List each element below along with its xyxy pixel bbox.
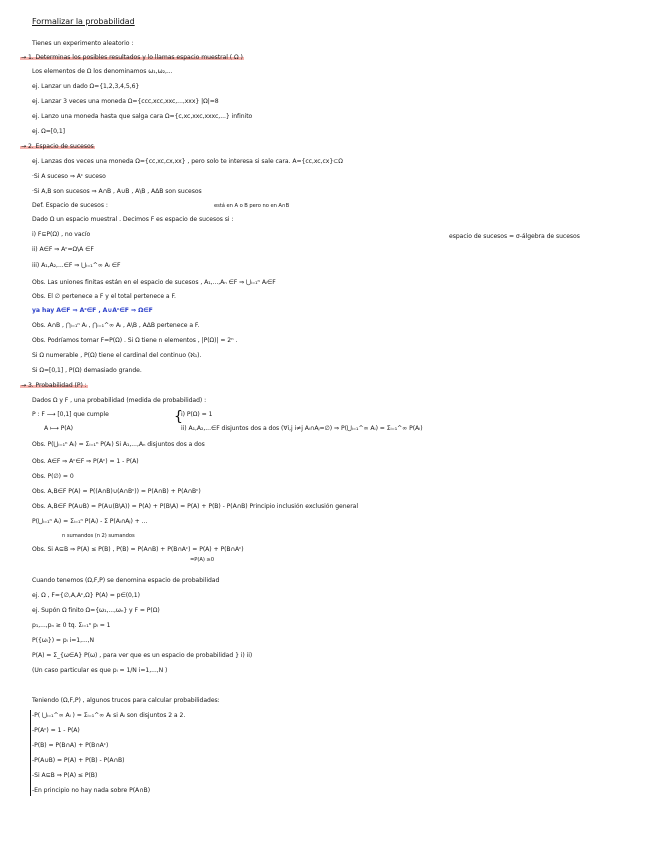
page-title: Formalizar la probabilidad [32, 17, 135, 26]
note-line: ·Si A,B son sucesos ⇒ A∩B , A∪B , A\B , AΔB son sucesos [32, 188, 202, 195]
observation-line: Obs. Las uniones finitas están en el espacio de sucesos , A₁,...,Aₙ ∈F ⇒ ⋃ᵢ₌₁ⁿ Aᵢ∈F [32, 279, 276, 286]
mapping-line: P : F ⟶ [0,1] que cumple [32, 411, 109, 418]
example-line: ej. Lanzar un dado Ω={1,2,3,4,5,6} [32, 83, 140, 90]
observation-line: Obs. P(⋃ᵢ₌₁ⁿ Aᵢ) = Σᵢ₌₁ⁿ P(Aᵢ) Si A₁,...,Aₙ disjuntos dos a dos [32, 441, 205, 448]
formula-line: P(⋃ᵢ₌₁ⁿ Aᵢ) = Σᵢ₌₁ⁿ P(Aᵢ) - Σ P(Aᵢ∩Aⱼ) + ... [32, 518, 148, 525]
note-line: Si Ω=[0,1] , P(Ω) demasiado grande. [32, 367, 142, 374]
section-heading-1 [20, 54, 244, 62]
annotation: está en A o B pero no en A∩B [214, 203, 290, 209]
observation-line: Obs. El ∅ pertenece a F y el total pertenece a F. [32, 293, 176, 300]
trick-item: -P(Aᶜ) = 1 - P(A) [32, 727, 80, 734]
trick-item: -P(A∪B) = P(A) + P(B) - P(A∩B) [32, 757, 125, 764]
condition-line: ii) A∈F ⇒ Aᶜ=Ω\A ∈F [32, 246, 94, 253]
formula-line: P(A) = Σ_{ω∈A} P(ω) , para ver que es un espacio de probabilidad } i) ii) [32, 652, 253, 659]
definition-line: Def. Espacio de sucesos : [32, 202, 108, 209]
note-line: ·Si A suceso ⇒ Aᶜ suceso [32, 173, 106, 180]
side-note: espacio de sucesos = σ-álgebra de sucesos [449, 233, 580, 240]
heading-2-text: → 2. Espacio de sucesos [21, 143, 94, 150]
tricks-bracket [30, 710, 31, 796]
observation-line: Obs. A∈F ⇒ Aᶜ∈F ⇒ P(Aᶜ) = 1 - P(A) [32, 458, 139, 465]
example-line: ej. Ω , F={∅,A,Aᶜ,Ω} P(A) = p∈(0,1) [32, 592, 140, 599]
example-line: ej. Supón Ω finito Ω={ω₁,...,ωₙ} y F = P(Ω) [32, 607, 160, 614]
observation-line: Obs. A∩B , ⋂ᵢ₌₁ⁿ Aᵢ , ⋂ᵢ₌₁^∞ Aᵢ , A\B , AΔB pertenece a F. [32, 322, 200, 329]
example-line: ej. Lanzar 3 veces una moneda Ω={ccc,xcc,xxc,...,xxx} |Ω|=8 [32, 98, 219, 105]
note-line: Los elementos de Ω los denominamos ω₁,ω₂,... [32, 68, 173, 75]
section-heading-3 [20, 382, 88, 390]
condition-line: iii) A₁,A₂,...∈F ⇒ ⋃ᵢ₌₁^∞ Aᵢ ∈F [32, 262, 121, 269]
trick-item: -En principio no hay nada sobre P(A∩B) [32, 787, 151, 794]
example-line: ej. Lanzo una moneda hasta que salga cara Ω={c,xc,xxc,xxxc,...} infinito [32, 113, 253, 120]
trick-item: -P(B) = P(B∩A) + P(B∩Aᶜ) [32, 742, 109, 749]
observation-line: Obs. P(∅) = 0 [32, 473, 74, 480]
formula-annotation: =P(A) ≥0 [190, 557, 214, 563]
heading-3-text: → 3. Probabilidad (P) : [21, 382, 87, 389]
trick-item: -P( ⋃ᵢ₌₁^∞ Aᵢ ) = Σᵢ₌₁^∞ Aᵢ si Aᵢ son disjuntos 2 a 2. [32, 712, 186, 719]
example-line: ej. Ω=[0,1] [32, 128, 65, 135]
formula-annotation: n sumandos (n 2) sumandos [62, 533, 135, 539]
observation-line: Obs. Si A⊆B ⇒ P(A) ≤ P(B) , P(B) = P(A∩B) + P(B∩Aᶜ) = P(A) + P(B∩Aᶜ) [32, 546, 244, 553]
blue-note: ya hay A∈F ⇒ Aᶜ∈F , A∪Aᶜ∈F ⇒ Ω∈F [32, 307, 153, 314]
observation-line: Obs. A,B∈F P(A) = P((A∩B)∪(A∩Bᶜ)) = P(A∩B) + P(A∩Bᶜ) [32, 488, 201, 495]
observation-line: Obs. A,B∈F P(A∪B) = P(A∪(B\A)) = P(A) + P(B\A) = P(A) + P(B) - P(A∩B) Principio inclusión exclusión general [32, 503, 358, 510]
observation-line: Obs. Podríamos tomar F=P(Ω) . Si Ω tiene n elementos , |P(Ω)| = 2ⁿ . [32, 337, 238, 344]
mapping-line: A ⟼ P(A) [44, 425, 73, 432]
note-line: Dado Ω un espacio muestral . Decimos F es espacio de sucesos si : [32, 216, 234, 223]
note-line: Cuando tenemos (Ω,F,P) se denomina espacio de probabilidad [32, 577, 220, 584]
section-heading-2 [20, 143, 95, 151]
condition-line: i) F⊆P(Ω) , no vacío [32, 231, 91, 238]
note-line: Si Ω numerable , P(Ω) tiene el cardinal del continuo (ℵ₁). [32, 352, 202, 359]
formula-line: P({ωᵢ}) = pᵢ i=1,...,N [32, 637, 95, 644]
note-line: (Un caso particular es que pᵢ = 1/N i=1,...,N ) [32, 667, 168, 674]
trick-item: -Si A⊆B ⇒ P(A) ≤ P(B) [32, 772, 98, 779]
tricks-heading: Teniendo (Ω,F,P) , algunos trucos para calcular probabilidades: [32, 697, 220, 704]
heading-1-text: → 1. Determinas los posibles resultados y lo llamas espacio muestral ( Ω ) [21, 54, 243, 61]
example-line: ej. Lanzas dos veces una moneda Ω={cc,xc,cx,xx} , pero solo te interesa si sale cara. A={cc,xc,cx}⊂Ω [32, 158, 343, 165]
axiom-line: ii) A₁,A₂,...∈F disjuntos dos a dos (∀i,j i≠j Aᵢ∩Aⱼ=∅) ⇒ P(⋃ᵢ₌₁^∞ Aᵢ) = Σᵢ₌₁^∞ P(Aᵢ) [181, 425, 423, 432]
formula-line: p₁,...,pₙ ≥ 0 tq. Σᵢ₌₁ⁿ pᵢ = 1 [32, 622, 111, 629]
brace-symbol: { [174, 409, 183, 425]
note-line: Dados Ω y F , una probabilidad (medida de probabilidad) : [32, 397, 207, 404]
note-line: Tienes un experimento aleatorio : [32, 40, 134, 47]
axiom-line: i) P(Ω) = 1 [181, 411, 213, 418]
